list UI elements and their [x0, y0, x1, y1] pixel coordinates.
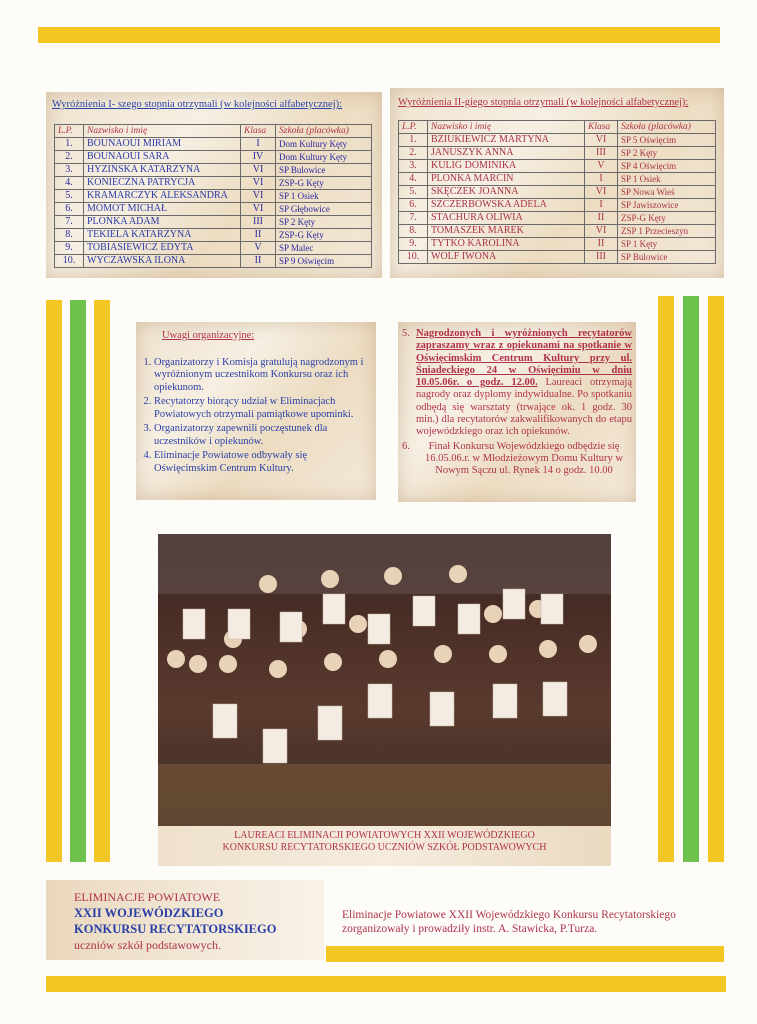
table1-cell-school: SP 1 Osiek [276, 190, 372, 203]
photo-caption [158, 826, 611, 866]
right-stripe-yellow-1 [658, 296, 674, 862]
footer-yellow-bar-short [326, 946, 724, 962]
table1-cell-school: ZSP-G Kęty [276, 229, 372, 242]
top-yellow-bar [38, 27, 720, 43]
table1-cell-class: V [241, 242, 276, 255]
left-stripe-yellow-2 [94, 300, 110, 862]
table1-cell-school: ZSP-G Kęty [276, 177, 372, 190]
table2-cell-name: PLONKA MARCIN [428, 173, 585, 186]
table1-cell-lp: 6. [55, 203, 84, 216]
table1-cell-class: I [241, 138, 276, 151]
table1-header-lp: L.P. [55, 125, 84, 138]
table1-cell-name: KRAMARCZYK ALEKSANDRA [84, 190, 241, 203]
table1-cell-name: MOMOT MICHAŁ [84, 203, 241, 216]
group-photo-illustration [158, 534, 611, 826]
table1-header-name: Nazwisko i imię [84, 125, 241, 138]
table1-cell-school: SP Bulowice [276, 164, 372, 177]
table2-header-school: Szkoła (placówka) [618, 121, 716, 134]
table1-title: Wyróżnienia I- szego stopnia otrzymali (w kolejności alfabetycznej): [52, 99, 343, 110]
notes2-block [402, 328, 632, 478]
table2-row [399, 212, 716, 225]
notes2-item-6-text: Finał Konkursu Wojewódzkiego odbędzie się 16.05.06.r. w Młodzieżowym Domu Kultury w Nowym Sączu ul. Rynek 14 o godz. 10.00 [424, 440, 624, 477]
table1-cell-school: Dom Kultury Kęty [276, 138, 372, 151]
table1-row [55, 216, 372, 229]
table2-cell-lp: 4. [399, 173, 428, 186]
table1-cell-lp: 8. [55, 229, 84, 242]
notes-list [136, 357, 370, 476]
left-stripe-yellow-1 [46, 300, 62, 862]
table2-cell-class: III [585, 147, 618, 160]
table2-cell-school: SP Bulowice [618, 251, 716, 264]
table2-row [399, 225, 716, 238]
table2-cell-name: WOLF IWONA [428, 251, 585, 264]
right-stripe-yellow-2 [708, 296, 724, 862]
table1-cell-school: SP Malec [276, 242, 372, 255]
notes-item-1: 1. Organizatorzy i Komisja gratulują nagrodzonym i wyróżnionym uczestnikom Konkursu oraz ich opiekunom. [154, 357, 370, 395]
notes-item-3: 3. Organizatorzy zapewnili poczęstunek dla uczestników i opiekunów. [154, 423, 370, 448]
table2-cell-lp: 9. [399, 238, 428, 251]
table2-cell-lp: 2. [399, 147, 428, 160]
footer-title-line-3: KONKURSU RECYTATORSKIEGO [74, 922, 277, 936]
table2-cell-lp: 8. [399, 225, 428, 238]
table2-cell-lp: 7. [399, 212, 428, 225]
table1-cell-class: III [241, 216, 276, 229]
notes2-item-6-number: 6. [402, 440, 410, 452]
notes-block [136, 330, 370, 477]
table1-cell-name: PLONKA ADAM [84, 216, 241, 229]
table1-cell-lp: 4. [55, 177, 84, 190]
notes-item-2: 2. Recytatorzy biorący udział w Eliminacjach Powiatowych otrzymali pamiątkowe upominki. [154, 396, 370, 421]
table1-cell-name: BOUNAOUI MIRIAM [84, 138, 241, 151]
table1-cell-school: SP Głębowice [276, 203, 372, 216]
table1-row [55, 138, 372, 151]
table2-cell-class: V [585, 160, 618, 173]
table1-cell-school: SP 2 Kęty [276, 216, 372, 229]
table1-cell-name: BOUNAOUI SARA [84, 151, 241, 164]
table1-row [55, 190, 372, 203]
table1-row [55, 242, 372, 255]
table2-cell-name: TYTKO KAROLINA [428, 238, 585, 251]
table1-cell-lp: 9. [55, 242, 84, 255]
table1-cell-name: TEKIELA KATARZYNA [84, 229, 241, 242]
table2-cell-school: SP Jawiszowice [618, 199, 716, 212]
table1-cell-class: VI [241, 177, 276, 190]
bottom-yellow-bar [46, 976, 726, 992]
table1-row [55, 177, 372, 190]
table1-cell-class: VI [241, 164, 276, 177]
table1-header-school: Szkoła (placówka) [276, 125, 372, 138]
table2-cell-lp: 6. [399, 199, 428, 212]
table2-cell-school: SP 4 Oświęcim [618, 160, 716, 173]
table2-cell-class: II [585, 238, 618, 251]
table1-cell-class: VI [241, 190, 276, 203]
notes-title: Uwagi organizacyjne: [162, 330, 255, 341]
right-stripe-green [683, 296, 699, 862]
table2-row [399, 186, 716, 199]
table2-cell-school: ZSP-G Kęty [618, 212, 716, 225]
table2-cell-class: III [585, 251, 618, 264]
footer-title-line-2: XXII WOJEWÓDZKIEGO [74, 906, 224, 920]
notes-item-4: 4. Eliminacje Powiatowe odbywały się Oświęcimskim Centrum Kultury. [154, 450, 370, 475]
footer-title-line-1: ELIMINACJE POWIATOWE [74, 890, 221, 904]
table1-cell-class: VI [241, 203, 276, 216]
table2-cell-class: II [585, 212, 618, 225]
table1-row [55, 164, 372, 177]
table1 [54, 124, 372, 268]
table2-row [399, 251, 716, 264]
table2-cell-name: KULIG DOMINIKA [428, 160, 585, 173]
table1-cell-name: WYCZAWSKA ILONA [84, 255, 241, 268]
table2-cell-lp: 10. [399, 251, 428, 264]
table1-cell-class: IV [241, 151, 276, 164]
table2-title: Wyróżnienia II-giego stopnia otrzymali (w kolejności alfabetycznej): [398, 97, 689, 108]
table1-cell-lp: 1. [55, 138, 84, 151]
table2-row [399, 238, 716, 251]
table2-cell-name: SZCZERBOWSKA ADELA [428, 199, 585, 212]
table2-cell-name: SKĘCZEK JOANNA [428, 186, 585, 199]
table2-cell-school: SP 1 Osiek [618, 173, 716, 186]
table2-header-lp: L.P. [399, 121, 428, 134]
notes2-item-5-highlight: Nagrodzonych i wyróżnionych recytatorów zapraszamy wraz z opiekunami na spotkanie w Oświęcimskim Centrum Kultury przy ul. Śniadeckiego 24 w Oświęcimiu w dniu 10.05.06r. o godz. 12.00. [416, 328, 632, 389]
table2-cell-name: BZIUKIEWICZ MARTYNA [428, 134, 585, 147]
table2-cell-lp: 5. [399, 186, 428, 199]
table2-cell-lp: 1. [399, 134, 428, 147]
table1-cell-name: TOBIASIEWICZ EDYTA [84, 242, 241, 255]
notes2-item-5-number: 5. [402, 328, 410, 339]
table2-cell-lp: 3. [399, 160, 428, 173]
footer-title-line-4: uczniów szkół podstawowych. [74, 938, 221, 952]
table1-cell-lp: 2. [55, 151, 84, 164]
table2-cell-school: SP Nowa Wieś [618, 186, 716, 199]
left-stripe-green [70, 300, 86, 862]
photo-caption-line-1: LAUREACI ELIMINACJI POWIATOWYCH XXII WOJEWÓDZKIEGO [234, 830, 535, 841]
table2-cell-school: ZSP 1 Przecieszyn [618, 225, 716, 238]
table2 [398, 120, 716, 264]
notes2-item-5 [402, 328, 632, 439]
table1-row [55, 151, 372, 164]
table2-cell-class: VI [585, 186, 618, 199]
table1-cell-school: SP 9 Oświęcim [276, 255, 372, 268]
table2-cell-school: SP 1 Kęty [618, 238, 716, 251]
table2-cell-class: I [585, 199, 618, 212]
table1-cell-lp: 10. [55, 255, 84, 268]
notes2-item-6 [402, 441, 632, 478]
table2-cell-class: I [585, 173, 618, 186]
table1-cell-class: II [241, 255, 276, 268]
table1-row [55, 255, 372, 268]
table1-cell-name: HYZIŃSKA KATARZYNA [84, 164, 241, 177]
table1-cell-name: KONIECZNA PATRYCJA [84, 177, 241, 190]
table2-header-class: Klasa [585, 121, 618, 134]
footer-title-block [46, 880, 324, 960]
photo-caption-line-2: KONKURSU RECYTATORSKIEGO UCZNIÓW SZKÓŁ PODSTAWOWYCH [222, 842, 547, 853]
table2-cell-school: SP 5 Oświęcim [618, 134, 716, 147]
table1-row [55, 203, 372, 216]
footer-organizers [342, 908, 676, 936]
table1-row [55, 229, 372, 242]
table2-row [399, 173, 716, 186]
table2-header-name: Nazwisko i imię [428, 121, 585, 134]
table1-cell-school: Dom Kultury Kęty [276, 151, 372, 164]
group-photo [158, 534, 611, 826]
table1-cell-class: II [241, 229, 276, 242]
table2-row [399, 134, 716, 147]
table2-cell-class: VI [585, 134, 618, 147]
table1-header-class: Klasa [241, 125, 276, 138]
footer-organizers-line-2: zorganizowały i prowadziły instr. A. Stawicka, P.Turza. [342, 923, 598, 935]
table2-cell-class: VI [585, 225, 618, 238]
table2-cell-name: STACHURA OLIWIA [428, 212, 585, 225]
table1-cell-lp: 3. [55, 164, 84, 177]
footer-organizers-line-1: Eliminacje Powiatowe XXII Wojewódzkiego Konkursu Recytatorskiego [342, 909, 676, 921]
table1-cell-lp: 5. [55, 190, 84, 203]
table2-row [399, 199, 716, 212]
table2-row [399, 147, 716, 160]
table1-cell-lp: 7. [55, 216, 84, 229]
table2-cell-name: TOMASZEK MAREK [428, 225, 585, 238]
table2-cell-school: SP 2 Kęty [618, 147, 716, 160]
table2-row [399, 160, 716, 173]
table2-cell-name: JANUSZYK ANNA [428, 147, 585, 160]
notes2-item-5-text: Laureaci otrzymają nagrody oraz dyplomy indywidualne. Po spotkaniu odbędą się warsztaty (trwające ok. 1 godz. 30 min.) dla recytatorów zakwalifikowanych do etapu wojewódzkiego oraz ich opiekunów. [416, 377, 633, 438]
